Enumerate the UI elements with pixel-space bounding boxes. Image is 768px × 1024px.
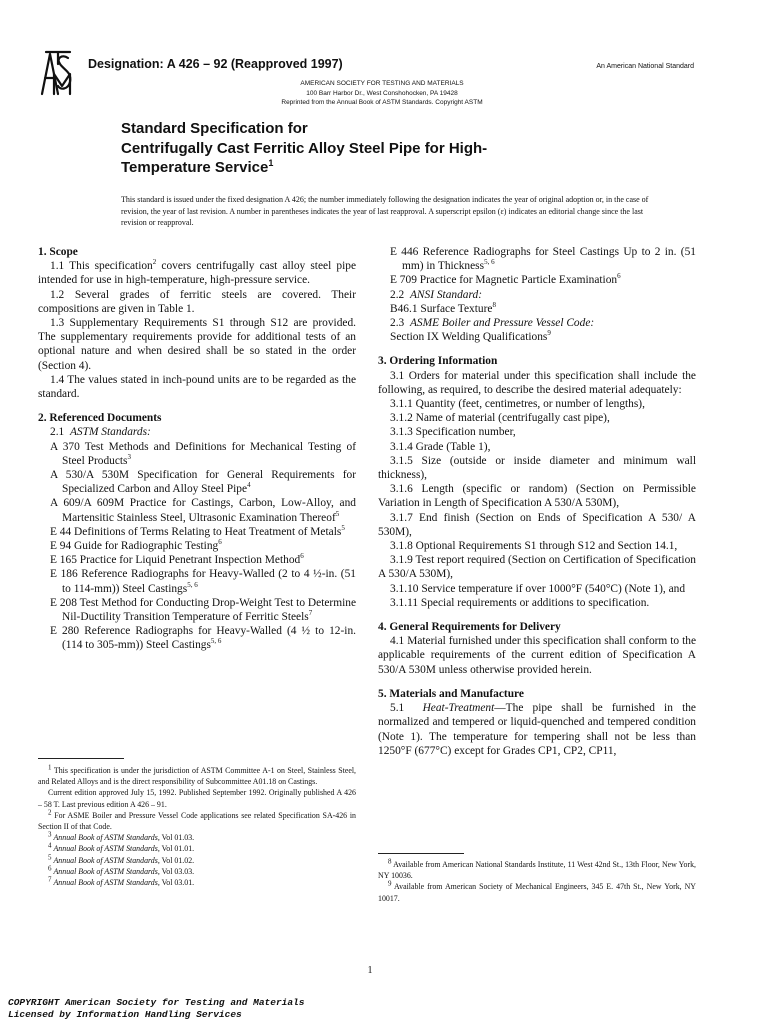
- section-heading-ordering-information: 3. Ordering Information: [378, 355, 498, 368]
- delivery-paragraph: 4.1 Material furnished under this specification shall conform to the applicable requirements of the current edition of Specification A 530/A 530M unless otherwise provided herein.: [378, 635, 696, 676]
- reference-text: E 44 Definitions of Terms Relating to Heat Treatment of Metals: [50, 525, 342, 538]
- scope-paragraph-2: 1.2 Several grades of ferritic steels are covered. Their compositions are given in Table 1.: [38, 288, 356, 315]
- reference-footnote-mark: 5: [341, 524, 345, 533]
- society-block: [180, 79, 584, 108]
- ansi-standard-label: 2.2 ANSI Standard:: [390, 288, 482, 301]
- copyright-line-1: COPYRIGHT American Society for Testing and Materials: [8, 997, 305, 1008]
- footnote: [378, 859, 696, 881]
- footnote-mark: 7: [48, 875, 52, 884]
- footnote: [38, 843, 356, 854]
- reference-item: [38, 624, 356, 652]
- footnote-volume: , Vol 03.01.: [157, 878, 195, 888]
- reprint-note: Reprinted from the Annual Book of ASTM Standards. Copyright ASTM: [281, 99, 483, 106]
- ordering-item: 3.1.2 Name of material (centrifugally cast pipe),: [390, 412, 610, 425]
- page-number: 1: [367, 965, 373, 976]
- footnotes-right: [378, 859, 696, 904]
- reference-item: [38, 468, 356, 496]
- footnote: [38, 877, 356, 888]
- ordering-item: 3.1.6 Length (specific or random) (Section on Permissible Variation in Length of Specification A 530/A 530M),: [378, 483, 696, 510]
- reference-text: E 446 Reference Radiographs for Steel Castings Up to 2 in. (51 mm) in Thickness: [390, 246, 696, 273]
- footnote-rule-right: [378, 853, 464, 854]
- footnote-book-title: Annual Book of ASTM Standards: [53, 866, 158, 876]
- designation: Designation: A 426 – 92 (Reapproved 1997): [88, 57, 343, 71]
- reference-item: [38, 596, 356, 624]
- footnote: [38, 855, 356, 866]
- reference-text: E 280 Reference Radiographs for Heavy-Walled (4 ½ to 12-in. (114 to 305-mm)) Steel Castings: [50, 625, 356, 652]
- right-column: [378, 245, 696, 758]
- reference-footnote-mark: 3: [127, 453, 131, 462]
- section-heading-scope: 1. Scope: [38, 246, 78, 258]
- standard-type-label: An American National Standard: [596, 63, 694, 70]
- footnote-text: For ASME Boiler and Pressure Vessel Code applications see related Specification SA-426 in Section II of that Code.: [38, 810, 356, 832]
- footnote-text: Available from American National Standards Institute, 11 West 42nd St., 13th Floor, New York, NY 10036.: [378, 860, 696, 881]
- reference-text: E 94 Guide for Radiographic Testing: [50, 540, 219, 553]
- copyright-line-2: Licensed by Information Handling Services: [8, 1009, 242, 1020]
- ordering-item: 3.1.9 Test report required (Section on Certification of Specification A 530/A 530M),: [378, 554, 696, 581]
- ordering-item: 3.1.4 Grade (Table 1),: [390, 440, 491, 453]
- document-title: [121, 119, 681, 178]
- title-line-3: Temperature Service$^1$: [121, 158, 274, 176]
- scope-paragraph-1: 1.1 This specification$^2$ covers centrifugally cast alloy steel pipe intended for use in high-temperature, high-pressure service.: [38, 258, 357, 287]
- reference-footnote-mark: 5, 6: [187, 580, 198, 589]
- ordering-item: 3.1.8 Optional Requirements S1 through S12 and Section 14.1,: [390, 540, 678, 553]
- footnote-text: Available from American Society of Mechanical Engineers, 345 E. 47th St., New York, NY 10017.: [378, 882, 696, 903]
- reference-list-continued: [378, 245, 696, 288]
- footnote-book-title: Annual Book of ASTM Standards: [53, 878, 158, 888]
- footnote-book-title: Annual Book of ASTM Standards: [53, 855, 158, 865]
- reference-item: [38, 539, 356, 553]
- footnote-book-title: Annual Book of ASTM Standards: [53, 844, 158, 854]
- reference-footnote-mark: 5, 6: [210, 637, 222, 646]
- scope-paragraph-4: 1.4 The values stated in inch-pound units are to be regarded as the standard.: [38, 373, 356, 401]
- ordering-item: 3.1.3 Specification number,: [390, 426, 516, 439]
- heat-treatment-paragraph: 5.1 Heat-Treatment—The pipe shall be furnished in the normalized and tempered or liquid-quenched and tempered condition (Note 1). The temperature for tempering shall not be less than 1250°F (677°C) except for Grades CP1, CP2, CP11,: [378, 702, 696, 757]
- reference-item: [38, 567, 356, 595]
- scope-paragraph-3: 1.3 Supplementary Requirements S1 through S12 are provided. The supplementary requirements provide for additional tests of an optional nature and when desired shall be so stated in the order (Section 4).: [38, 317, 356, 372]
- reference-footnote-mark: 6: [300, 552, 304, 561]
- reference-footnote-mark: 6: [617, 272, 621, 281]
- asme-code-label: 2.3 ASME Boiler and Pressure Vessel Code:: [390, 317, 595, 330]
- left-column: [38, 245, 356, 653]
- reference-item: [38, 553, 356, 567]
- reference-list: [38, 440, 356, 653]
- section-heading-referenced-documents: 2. Referenced Documents: [38, 412, 162, 425]
- footnotes-left: [38, 765, 356, 888]
- reference-footnote-mark: 7: [308, 609, 313, 618]
- footnote-mark: 5: [48, 853, 52, 861]
- footnote-text: Current edition approved July 15, 1992. Published September 1992. Originally published A 426 – 58 T. Last previous edition A 426 – 91.: [38, 788, 356, 809]
- reference-text: A 370 Test Methods and Definitions for Mechanical Testing of Steel Products: [50, 440, 356, 467]
- footnote-rule-left: [38, 758, 124, 759]
- footnote-volume: , Vol 03.03.: [157, 866, 195, 876]
- reference-item: B46.1 Surface Texture$^8$: [390, 301, 496, 315]
- title-footnote-mark: 1: [268, 158, 274, 168]
- footnote: [38, 810, 356, 832]
- designation-notice: This standard is issued under the fixed designation A 426; the number immediately following the designation indicates the year of original adoption or, in the case of revision, the year of last revision. A number in parentheses indicates the year of last reapproval. A superscript epsilon (ε) indicates an editorial change since the last revision or reapproval.: [121, 195, 649, 227]
- footnote-mark: 6: [48, 864, 52, 873]
- ordering-item: 3.1.5 Size (outside or inside diameter and minimum wall thickness),: [378, 454, 696, 482]
- copyright-notice: [8, 997, 304, 1021]
- ordering-list: [378, 397, 696, 610]
- footnote-mark: 4: [48, 841, 52, 850]
- footnote: [38, 866, 356, 877]
- reference-item: [38, 440, 356, 468]
- footnote: [38, 832, 356, 843]
- reference-text: A 530/A 530M Specification for General Requirements for Specialized Carbon and Alloy Steel Pipe: [50, 469, 356, 496]
- section-heading-materials-manufacture: 5. Materials and Manufacture: [378, 687, 524, 700]
- footnote: [378, 881, 696, 903]
- ordering-item: 3.1.11 Special requirements or additions to specification.: [390, 596, 650, 609]
- reference-text: A 609/A 609M Practice for Castings, Carbon, Low-Alloy, and Martensitic Stainless Steel, Ultrasonic Examination Thereof: [50, 497, 356, 524]
- reference-item: [378, 245, 696, 273]
- astm-standards-label: 2.1 ASTM Standards:: [50, 426, 151, 439]
- reference-text: E 186 Reference Radiographs for Heavy-Walled (2 to 4 ½-in. (51 to 114-mm)) Steel Castings: [50, 568, 356, 595]
- footnote-mark: 2: [48, 808, 52, 817]
- reference-footnote-mark: 6: [218, 538, 222, 547]
- footnote: [38, 765, 356, 787]
- section-heading-general-requirements: 4. General Requirements for Delivery: [378, 621, 561, 634]
- footnote: [38, 787, 356, 809]
- reference-footnote-mark: 4: [247, 481, 251, 490]
- title-line-2: Centrifugally Cast Ferritic Alloy Steel Pipe for High-: [121, 139, 488, 157]
- footnote-volume: , Vol 01.02.: [157, 855, 195, 865]
- footnote-mark: 1: [48, 763, 52, 772]
- footnote-volume: , Vol 01.01.: [157, 844, 195, 854]
- ordering-item: 3.1.10 Service temperature if over 1000°F (540°C) (Note 1), and: [390, 582, 686, 595]
- footnote-book-title: Annual Book of ASTM Standards: [53, 833, 158, 843]
- reference-item: [38, 496, 356, 524]
- society-name: AMERICAN SOCIETY FOR TESTING AND MATERIALS: [300, 80, 464, 87]
- ordering-item: 3.1.1 Quantity (feet, centimetres, or number of lengths),: [390, 398, 645, 411]
- reference-item: [38, 525, 356, 539]
- footnote-volume: , Vol 01.03.: [157, 833, 195, 843]
- ordering-item: 3.1.7 End finish (Section on Ends of Specification A 530/ A 530M),: [378, 511, 696, 538]
- reference-text: E 165 Practice for Liquid Penetrant Inspection Method: [50, 554, 301, 567]
- reference-text: E 208 Test Method for Conducting Drop-Weight Test to Determine Nil-Ductility Transition Temperature of Ferritic Steels: [50, 596, 356, 624]
- title-line-1: Standard Specification for: [121, 120, 308, 137]
- reference-footnote-mark: 5, 6: [484, 258, 495, 267]
- reference-text: E 709 Practice for Magnetic Particle Examination: [390, 274, 618, 287]
- astm-logo-icon: [38, 50, 78, 96]
- reference-item: [378, 273, 696, 287]
- reference-item: Section IX Welding Qualifications$^9$: [390, 329, 551, 344]
- footnote-mark: 8: [388, 857, 392, 866]
- ordering-intro: 3.1 Orders for material under this specification shall include the following, as required, to describe the desired material adequately:: [378, 369, 696, 396]
- reference-footnote-mark: 5: [335, 509, 340, 518]
- society-address: 100 Barr Harbor Dr., West Conshohocken, PA 19428: [306, 89, 458, 97]
- footnote-mark: 3: [48, 830, 52, 839]
- footnote-text: This specification is under the jurisdiction of ASTM Committee A-1 on Steel, Stainless Steel, and Related Alloys and is the direct responsibility of Subcommittee A01.18 on Castings.: [38, 766, 356, 787]
- footnote-mark: 9: [388, 879, 392, 888]
